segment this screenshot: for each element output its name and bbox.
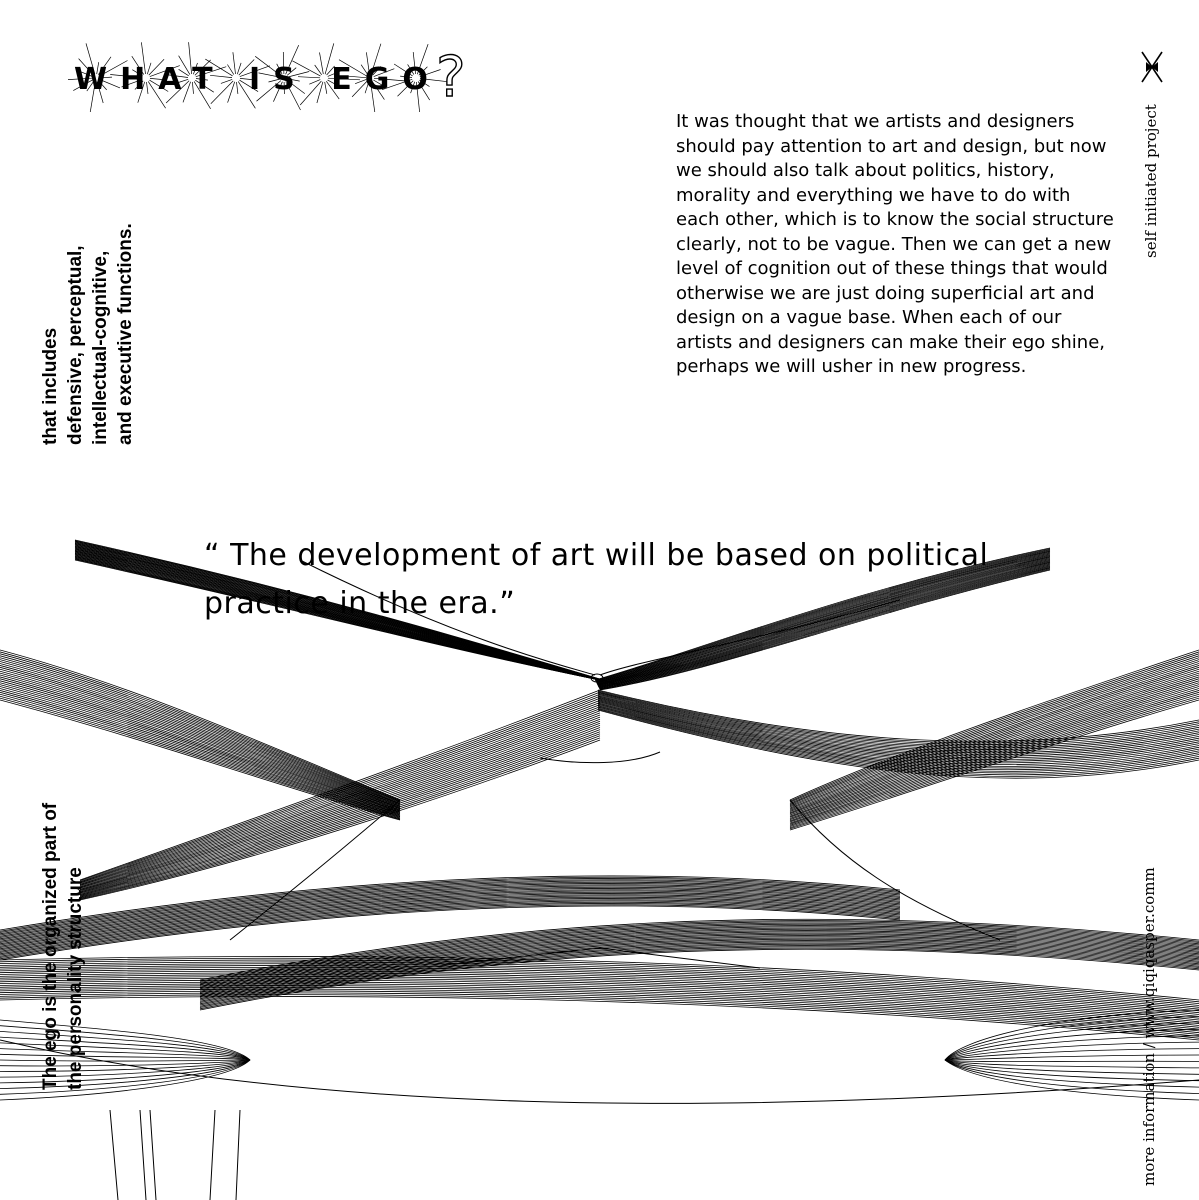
side-text-bottom-line: the personality structure: [65, 867, 86, 1090]
body-paragraph: It was thought that we artists and designers should pay attention to art and design, but now we should also talk about politics, history, morality and everything we have to do with each other, which is to know the social structure clearly, not to be vague. Then we can get a new level of cognition out of these things that would otherwise we are just doing superficial art and design on a vague base. When each of our artists and designers can make their ego shine, perhaps we will usher in new progress.: [676, 111, 1114, 377]
legs-center: [210, 1110, 240, 1200]
loop-lower-right: [945, 1049, 1199, 1060]
ribbon-center-left: [80, 738, 600, 899]
side-text-bottom: [38, 803, 88, 1090]
project-label: self initiated project: [1142, 104, 1160, 258]
title: [68, 42, 468, 112]
ribbon-far-left: [0, 698, 400, 819]
cross-mark-icon: [1140, 50, 1164, 84]
side-text-top-line: and executive functions.: [115, 223, 136, 445]
title-question-mark: ?: [436, 45, 466, 110]
title-text: WHAT IS EGO: [74, 62, 441, 97]
ribbon-center-left: [80, 740, 600, 900]
ribbon-far-right: [790, 698, 1199, 829]
side-text-top-line: that includes: [40, 327, 61, 445]
side-text-bottom-line: The ego is the organized part of: [40, 802, 61, 1090]
side-text-top-line: defensive, perceptual,: [65, 245, 86, 445]
side-text-top: [38, 223, 138, 445]
loop-lower-right: [945, 1060, 1199, 1081]
legs-left: [110, 1110, 156, 1200]
more-information-link[interactable]: more information / www.qiqiqasper.comm: [1140, 867, 1158, 1186]
pull-quote: “ The development of art will be based on political practice in the era.”: [204, 538, 989, 621]
side-text-top-line: intellectual-cognitive,: [90, 250, 111, 445]
loop-lower-right: [945, 1060, 1199, 1062]
loop-lower-right: [945, 1055, 1199, 1060]
arc-bottom: [0, 1040, 1199, 1103]
